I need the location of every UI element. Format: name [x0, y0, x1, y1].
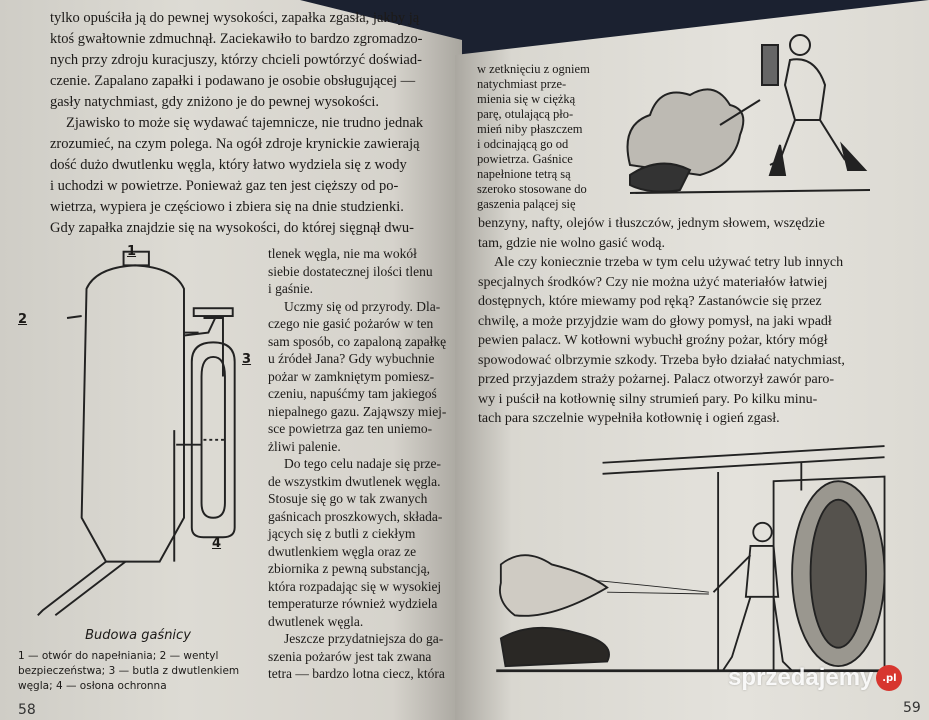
text-line: i uchodzi w powietrze. Ponieważ gaz ten jest cięższy od po- [50, 178, 399, 194]
text-line: natychmiast prze- [477, 77, 567, 91]
figure-caption [18, 628, 258, 694]
text-line: czeniu, napuśćmy tam jakiegoś [268, 386, 437, 401]
text-line: tam, gdzie nie wolno gasić wodą. [478, 235, 666, 251]
text-line: wy i puścił na kotłownię silny strumień pary. Po kilku minu- [478, 391, 818, 407]
text-line: tlenek węgla, nie ma wokół [268, 246, 417, 261]
text-line: przed przyjazdem straży pożarnej. Palacz otworzył zawór paro- [478, 372, 835, 387]
text-line: u źródeł Jana? Gdy wybuchnie [268, 351, 435, 366]
watermark-logo: sprzedajemy [728, 664, 874, 691]
figure-label: 2 [18, 312, 28, 327]
figure-label: 4 [212, 536, 222, 551]
left-page-column-text [268, 245, 446, 683]
text-line: Gdy zapałka znajdzie się na wysokości, do której sięgnął dwu- [50, 220, 415, 236]
text-line: Uczmy się od przyrody. Dla- [284, 298, 441, 314]
text-line: napełnione tetrą są [477, 167, 571, 181]
text-line: chwilę, a może przyjdzie wam do głowy pomysł, na jaki wpadł [478, 313, 832, 329]
text-line: gaśnicach proszkowych, składa- [268, 508, 443, 524]
text-line: w zetknięciu z ogniem [477, 62, 590, 76]
text-line: żliwi palenie. [268, 438, 341, 454]
text-line: gaszenia palącej się [477, 197, 576, 211]
text-line: gasły natychmiast, gdy zniżono je do pewnej wysokości. [50, 94, 380, 110]
text-line: mienia się w ciężką [477, 92, 576, 106]
right-page-column-text [477, 62, 590, 212]
text-line: siebie dostatecznej ilości tlenu [268, 263, 433, 279]
text-line: de wszystkim dwutlenek węgla. [268, 473, 441, 489]
page-number-right: 59 [903, 700, 921, 716]
text-line: powietrza. Gaśnice [477, 152, 573, 166]
text-line: jących się z butli z ciekłym [268, 526, 416, 541]
text-line: spowodować olbrzymie szkody. Trzeba było działać natychmiast, [478, 352, 845, 368]
figure-label: 1 [127, 244, 137, 259]
text-line: tetra — bardzo lotna ciecz, która [268, 666, 445, 681]
text-line: zrozumieć, na czym polega. Na ogół zdroje krynickie zawierają [50, 136, 420, 152]
text-line: wietrza, wypiera je częściowo i zbiera się na dnie studzienki. [50, 199, 404, 215]
text-line: Ale czy koniecznie trzeba w tym celu używać tetry lub innych [494, 255, 844, 270]
text-line: która rozpadając się w wysokiej [268, 578, 442, 594]
text-line: dwutlenek węgla. [268, 613, 364, 629]
watermark [728, 664, 902, 692]
text-line: Zjawisko to może się wydawać tajemnicze, nie trudno jednak [66, 115, 424, 131]
left-page-top-text [50, 8, 423, 239]
text-line: niepalnego gazu. Zająwszy miej- [268, 403, 447, 419]
text-line: parę, otulającą pło- [477, 107, 574, 121]
caption-text: 1 — otwór do napełniania; 2 — wentyl bezpieczeństwa; 3 — butla z dwutlenkiem węgla; 4 — osłona ochronna [18, 650, 240, 692]
text-line: Jeszcze przydatniejsza do ga- [284, 631, 444, 646]
fire-extinguisher-man-illustration [620, 25, 880, 200]
extinguisher-diagram [25, 240, 265, 625]
text-line: Stosuje się go w tak zwanych [268, 491, 428, 506]
boiler-room-illustration [480, 435, 910, 680]
text-line: szeroko stosowane do [477, 182, 587, 196]
text-line: czenie. Zapalano zapałki i podawano je osobie obsługującej — [50, 73, 416, 89]
page-number-left: 58 [18, 702, 36, 718]
text-line: Do tego celu nadaje się prze- [284, 456, 442, 471]
text-line: dostępnych, które miewamy pod ręką? Zastanówcie się przez [478, 294, 822, 309]
figure-label: 3 [242, 352, 252, 367]
text-line: tach para szczelnie wypełniła kotłownię i ogień zgasł. [478, 411, 780, 426]
right-page-main-text [478, 214, 845, 429]
text-line: dość dużo dwutlenku węgla, który łatwo wydziela się z wody [50, 157, 407, 173]
text-line: czego nie gasić pożarów w ten [268, 316, 434, 331]
text-line: ktoś gwałtownie zdmuchnął. Zaciekawiło to bardzo zgromadzo- [50, 31, 423, 47]
text-line: dwutlenkiem węgla oraz ze [268, 543, 417, 559]
text-line: sam sposób, co zapaloną zapałkę [268, 333, 447, 349]
text-line: szenia pożarów jest tak zwana [268, 648, 432, 664]
caption-title: Budowa gaśnicy [85, 628, 191, 643]
text-line: mień niby płaszczem [477, 122, 583, 136]
text-line: pożar w zamkniętym pomiesz- [268, 368, 435, 384]
text-line: sce powietrza gaz ten uniemo- [268, 421, 433, 436]
text-line: nych przy zdroju kuracjuszy, którzy chcieli powtórzyć doświad- [50, 52, 422, 68]
text-line: temperaturze również wydziela [268, 596, 438, 611]
watermark-badge: .pl [876, 665, 902, 691]
text-line: i odcinającą go od [477, 137, 569, 151]
text-line: zbiornika z pewną substancją, [268, 561, 430, 576]
text-line: pewien palacz. W kotłowni wybuchł groźny pożar, który mógł [478, 333, 828, 348]
text-line: tylko opuściła ją do pewnej wysokości, zapałka zgasła, jakby ją [50, 10, 420, 26]
text-line: specjalnych środków? Czy nie można użyć materiałów łatwiej [478, 274, 828, 290]
text-line: benzyny, nafty, olejów i tłuszczów, jednym słowem, wszędzie [478, 216, 825, 231]
text-line: i gaśnie. [268, 281, 313, 296]
